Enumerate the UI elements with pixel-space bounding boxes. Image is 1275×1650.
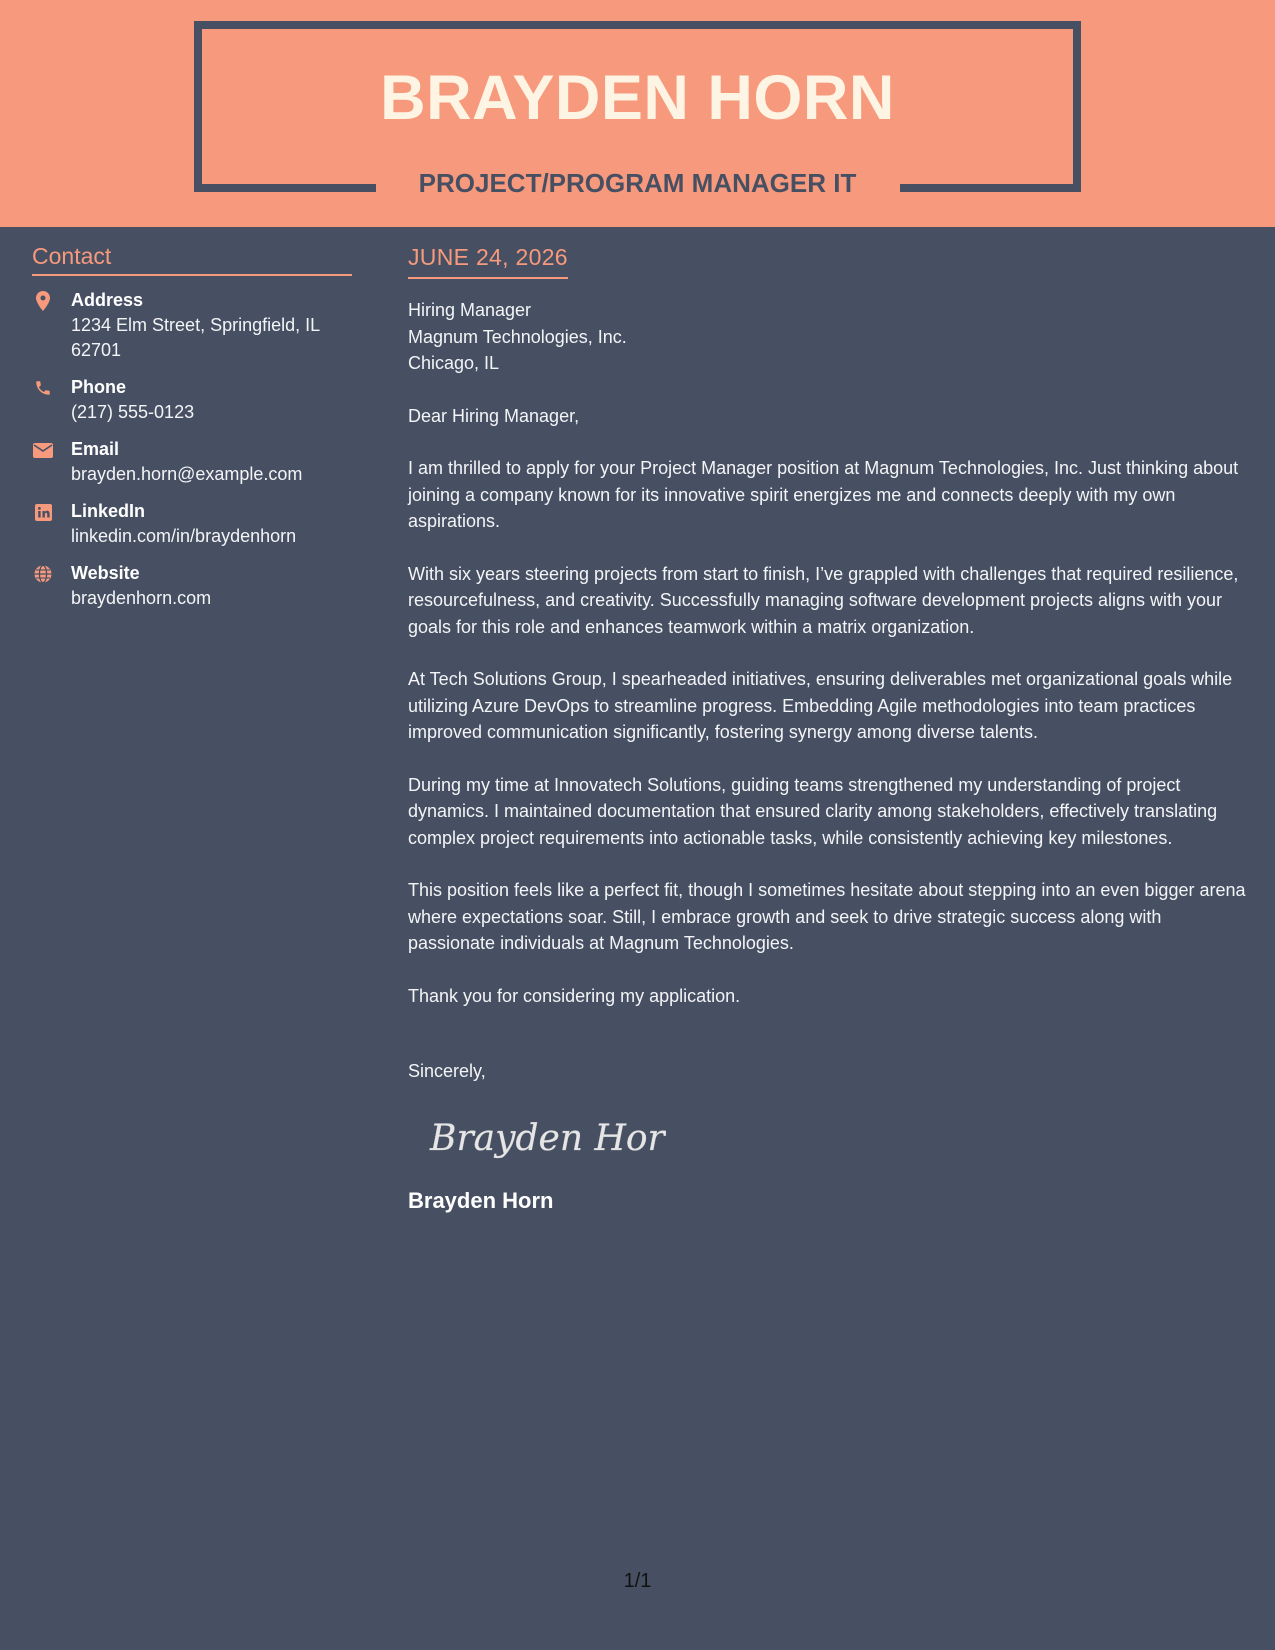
- page-number: 1/1: [623, 1570, 652, 1592]
- envelope-icon: [32, 439, 54, 461]
- phone-value: (217) 555-0123: [71, 402, 195, 422]
- contact-heading: Contact: [32, 243, 352, 276]
- recipient-line: Hiring Manager: [408, 300, 532, 320]
- contact-label: Email: [71, 439, 120, 459]
- letter-paragraph: With six years steering projects from start to finish, I’ve grappled with challenges that required resilience, resourcefulness, and creativity. Successfully managing software development projects aligns with your goals for this role and enhances teamwork within a matrix organization.: [408, 563, 1239, 637]
- job-title: PROJECT/PROGRAM MANAGER IT: [418, 168, 857, 198]
- salutation: Dear Hiring Manager,: [408, 405, 580, 426]
- header-banner: [0, 0, 1275, 227]
- linkedin-icon: [32, 501, 54, 523]
- recipient-block: [408, 297, 1253, 377]
- website-value: braydenhorn.com: [71, 588, 212, 608]
- closing: Sincerely,: [408, 1061, 486, 1081]
- globe-icon: [32, 563, 54, 585]
- signature-text: Brayden Horn: [430, 1118, 666, 1159]
- contact-item-website: [32, 561, 352, 611]
- address-value: 1234 Elm Street, Springfield, IL 62701: [71, 315, 320, 360]
- contact-label: Address: [71, 290, 144, 310]
- recipient-line: Magnum Technologies, Inc.: [408, 326, 627, 347]
- contact-item-address: [32, 288, 352, 363]
- contact-item-linkedin: [32, 499, 352, 549]
- map-pin-icon: [32, 290, 54, 312]
- email-value: brayden.horn@example.com: [71, 464, 303, 484]
- letter-paragraph: I am thrilled to apply for your Project Manager position at Magnum Technologies, Inc. Just thinking about joining a company known for its innovative spirit energizes me and connects deeply with my own aspirations.: [408, 458, 1239, 531]
- contact-item-phone: [32, 375, 352, 425]
- handwritten-signature: [426, 1106, 1253, 1162]
- contact-sidebar: [32, 243, 352, 611]
- letter-paragraph: Thank you for considering my application.: [408, 985, 741, 1006]
- contact-item-email: [32, 437, 352, 487]
- contact-label: Website: [71, 563, 140, 583]
- contact-label: LinkedIn: [71, 501, 146, 521]
- letter-body: [408, 244, 1253, 1214]
- contact-label: Phone: [71, 377, 127, 397]
- phone-icon: [32, 377, 54, 399]
- letter-paragraph: This position feels like a perfect fit, though I sometimes hesitate about stepping into an even bigger arena where expectations soar. Still, I embrace growth and seek to drive strategic success along with passionate individuals at Magnum Technologies.: [408, 880, 1246, 953]
- letter-paragraph: During my time at Innovatech Solutions, guiding teams strengthened my understanding of project dynamics. I maintained documentation that ensured clarity among stakeholders, effectively translating complex project requirements into actionable tasks, while consistently achieving key milestones.: [408, 774, 1218, 848]
- signer-name: Brayden Horn: [408, 1188, 554, 1213]
- letter-date: JUNE 24, 2026: [408, 244, 568, 279]
- linkedin-value: linkedin.com/in/braydenhorn: [71, 526, 297, 546]
- candidate-name: BRAYDEN HORN: [380, 63, 895, 133]
- recipient-line: Chicago, IL: [408, 353, 500, 373]
- letter-paragraph: At Tech Solutions Group, I spearheaded initiatives, ensuring deliverables met organizational goals while utilizing Azure DevOps to streamline progress. Embedding Agile methodologies into team practices improved communication significantly, fostering synergy among diverse talents.: [408, 669, 1233, 742]
